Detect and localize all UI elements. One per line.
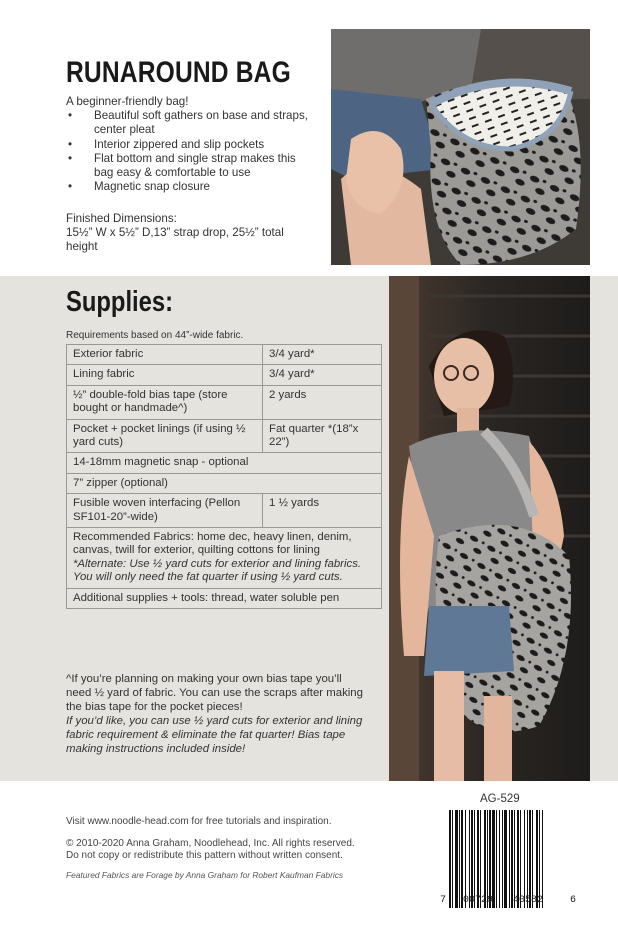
copyright-line: Do not copy or redistribute this pattern without written consent. bbox=[66, 849, 343, 861]
supply-amount: Fat quarter *(18”x 22”) bbox=[263, 419, 382, 453]
feature-list bbox=[66, 109, 316, 194]
supply-amount: 1 ½ yards bbox=[263, 494, 382, 528]
barcode-bar bbox=[496, 810, 497, 908]
barcode-bar bbox=[536, 810, 538, 908]
additional-supplies: Additional supplies + tools: thread, water soluble pen bbox=[67, 588, 382, 608]
barcode-bar bbox=[492, 810, 495, 908]
bag-closeup-photo bbox=[331, 29, 590, 265]
bias-note-text: ^If you’re planning on making your own bias tape you’ll need ½ yard of fabric. You can use the scraps after making the bias tape for the pocket pieces! bbox=[66, 673, 363, 713]
barcode-bar bbox=[461, 810, 463, 908]
barcode-digit: 40582 bbox=[513, 895, 544, 906]
barcode-bar bbox=[499, 810, 500, 908]
supply-item: 14-18mm magnetic snap - optional bbox=[67, 453, 382, 473]
supply-item: Lining fabric bbox=[67, 365, 263, 385]
barcode-bar bbox=[452, 810, 453, 908]
barcode-bar bbox=[514, 810, 515, 908]
table-row bbox=[67, 419, 382, 453]
model-illustration bbox=[389, 276, 590, 781]
bag-closeup-illustration bbox=[331, 29, 590, 265]
copyright-line: © 2010-2020 Anna Graham, Noodlehead, Inc. All rights reserved. bbox=[66, 838, 355, 849]
table-row bbox=[67, 528, 382, 589]
barcode-bar bbox=[502, 810, 503, 908]
model-photo bbox=[389, 276, 590, 781]
website-line: Visit www.noodle-head.com for free tutorials and inspiration. bbox=[66, 816, 332, 827]
barcode-digit: 7 bbox=[440, 895, 447, 906]
barcode-bar bbox=[542, 810, 543, 908]
supplies-table bbox=[66, 344, 382, 609]
recommended-fabrics-cell bbox=[67, 528, 382, 589]
supply-item: Pocket + pocket linings (if using ½ yard cuts) bbox=[67, 419, 263, 453]
table-row bbox=[67, 588, 382, 608]
bias-note-italic: If you’d like, you can use ½ yard cuts for exterior and lining fabric requirement & eliminate the fat quarter! Bias tape making instructions included inside! bbox=[66, 715, 363, 755]
supply-amount: 3/4 yard* bbox=[263, 345, 382, 365]
barcode-bar bbox=[455, 810, 458, 908]
feature-item: • Beautiful soft gathers on base and straps, center pleat bbox=[66, 109, 316, 137]
copyright-block bbox=[66, 838, 406, 861]
recommended-fabrics: Recommended Fabrics: home dec, heavy linen, denim, canvas, twill for exterior, quilting cottons for lining bbox=[73, 531, 352, 557]
table-row bbox=[67, 365, 382, 385]
supply-amount: 3/4 yard* bbox=[263, 365, 382, 385]
bias-tape-note bbox=[66, 672, 366, 756]
barcode-bar bbox=[471, 810, 473, 908]
supply-item: Fusible woven interfacing (Pellon SF101-20”-wide) bbox=[67, 494, 263, 528]
feature-item: • Magnetic snap closure bbox=[66, 180, 316, 194]
barcode-bar bbox=[459, 810, 460, 908]
supplies-heading: Supplies: bbox=[66, 286, 174, 318]
barcode-bar bbox=[511, 810, 513, 908]
supply-item: Exterior fabric bbox=[67, 345, 263, 365]
barcode-bar bbox=[449, 810, 451, 908]
barcode-bar bbox=[465, 810, 466, 908]
barcode-bar bbox=[529, 810, 531, 908]
barcode-bar bbox=[517, 810, 519, 908]
dimensions-value: 15½” W x 5½” D,13” strap drop, 25½” total height bbox=[66, 226, 284, 254]
requirement-note: Requirements based on 44”-wide fabric. bbox=[66, 330, 244, 341]
feature-item: • Interior zippered and slip pockets bbox=[66, 138, 316, 152]
feature-item: • Flat bottom and single strap makes this bag easy & comfortable to use bbox=[66, 152, 316, 180]
barcode-bar bbox=[487, 810, 488, 908]
supply-amount: 2 yards bbox=[263, 385, 382, 419]
table-row bbox=[67, 473, 382, 493]
alternate-note: *Alternate: Use ½ yard cuts for exterior and lining fabrics. You will only need the fat quarter if using ½ yard cuts. bbox=[73, 557, 362, 584]
intro-block bbox=[66, 95, 316, 194]
pattern-title: RUNAROUND BAG bbox=[66, 56, 291, 89]
barcode-bar bbox=[477, 810, 479, 908]
supply-item: ½” double-fold bias tape (store bought or handmade^) bbox=[67, 385, 263, 419]
barcode-bar bbox=[504, 810, 507, 908]
barcode-bar bbox=[489, 810, 491, 908]
barcode-bar bbox=[474, 810, 475, 908]
barcode bbox=[447, 810, 579, 908]
barcode-bar bbox=[509, 810, 510, 908]
barcode-bar bbox=[539, 810, 540, 908]
finished-dimensions bbox=[66, 212, 316, 255]
table-row bbox=[67, 494, 382, 528]
barcode-digit: 6 bbox=[570, 895, 577, 906]
table-row bbox=[67, 345, 382, 365]
barcode-bar bbox=[527, 810, 528, 908]
dimensions-label: Finished Dimensions: bbox=[66, 212, 177, 225]
featured-fabrics-credit: Featured Fabrics are Forage by Anna Graham for Robert Kaufman Fabrics bbox=[66, 870, 344, 880]
barcode-bar bbox=[524, 810, 525, 908]
barcode-bar bbox=[532, 810, 533, 908]
barcode-digit: 00729 bbox=[463, 895, 494, 906]
table-row bbox=[67, 453, 382, 473]
sku-code: AG-529 bbox=[480, 793, 520, 805]
supply-item: 7” zipper (optional) bbox=[67, 473, 382, 493]
barcode-bar bbox=[469, 810, 470, 908]
barcode-bar bbox=[520, 810, 521, 908]
barcode-bar bbox=[484, 810, 486, 908]
table-row bbox=[67, 385, 382, 419]
intro-text: A beginner-friendly bag! bbox=[66, 95, 189, 108]
barcode-bar bbox=[480, 810, 481, 908]
